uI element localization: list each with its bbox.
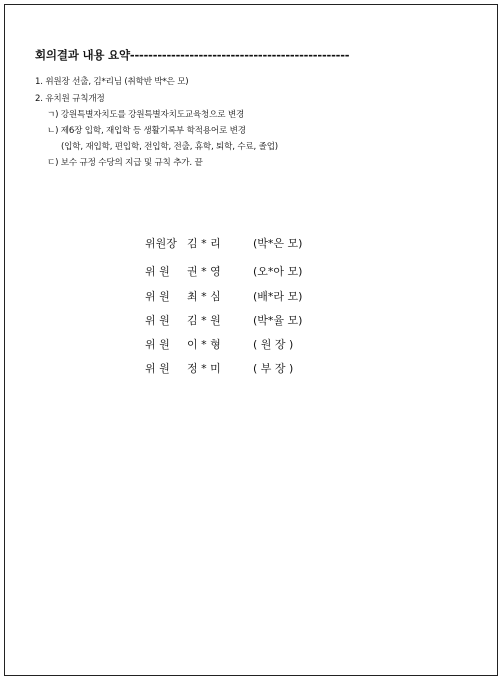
- signature-name: 김 * 원: [187, 314, 221, 327]
- signature-role: (배*라 모): [253, 290, 303, 303]
- signature-role: (박*율 모): [253, 314, 303, 327]
- signature-name: 김 * 리: [187, 237, 221, 250]
- item-chair-election: 1. 위원장 선출, 김*리님 (취학반 박*은 모): [35, 77, 189, 87]
- summary-heading: 회의결과 내용 요약------------------------------------------------: [35, 48, 350, 62]
- signature-title: 위 원: [145, 290, 170, 303]
- sub-item-a: ㄱ) 강원특별자치도를 강원특별자치도교육청으로 변경: [47, 110, 245, 120]
- sub-item-b-detail: (입학, 재입학, 편입학, 전입학, 전출, 휴학, 퇴학, 수료, 졸업): [61, 142, 278, 152]
- signature-title: 위 원: [145, 338, 170, 351]
- signature-name: 정 * 미: [187, 362, 221, 375]
- signature-name: 권 * 영: [187, 265, 221, 278]
- signature-role: (박*은 모): [253, 237, 303, 250]
- signature-title: 위 원: [145, 265, 170, 278]
- signature-role: (오*아 모): [253, 265, 303, 278]
- document-page: [4, 4, 498, 676]
- sub-item-b: ㄴ) 제6장 입학, 재입학 등 생활기록부 학적용어로 변경: [47, 126, 246, 136]
- signature-name: 최 * 심: [187, 290, 221, 303]
- signature-role: ( 원 장 ): [253, 338, 294, 351]
- signature-title: 위원장: [145, 237, 177, 250]
- signature-name: 이 * 형: [187, 338, 221, 351]
- signature-title: 위 원: [145, 314, 170, 327]
- sub-item-c: ㄷ) 보수 규정 수당의 지급 및 규칙 추가. 끝: [47, 158, 203, 168]
- item-rule-revision: 2. 유치원 규칙개정: [35, 94, 105, 104]
- signature-title: 위 원: [145, 362, 170, 375]
- signature-role: ( 부 장 ): [253, 362, 294, 375]
